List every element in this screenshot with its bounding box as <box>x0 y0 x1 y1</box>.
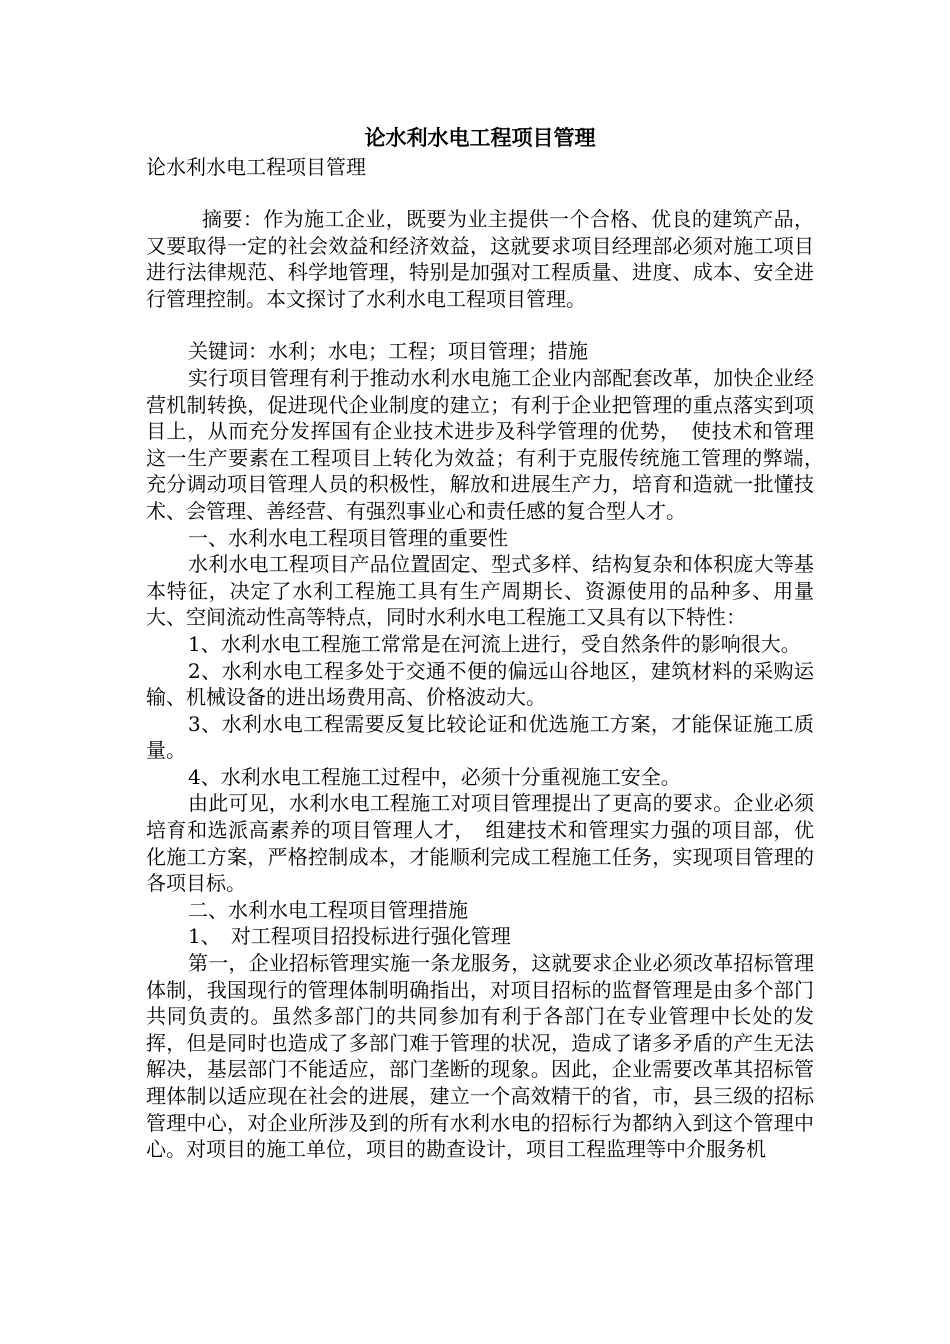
list-item: 2、水利水电工程多处于交通不便的偏远山谷地区，建筑材料的采购运输、机械设备的进出场费用高、价格波动大。 <box>146 658 814 710</box>
document-title: 论水利水电工程项目管理 <box>364 125 596 150</box>
section-heading: 一、水利水电工程项目管理的重要性 <box>188 525 508 550</box>
list-item: 4、水利水电工程施工过程中，必须十分重视施工安全。 <box>188 764 681 789</box>
body-paragraph: 水利水电工程项目产品位置固定、型式多样、结构复杂和体积庞大等基本特征，决定了水利工程施工具有生产周期长、资源使用的品种多、用量大、空间流动性高等特点，同时水利水电工程施工又具有以下特性： <box>146 552 814 630</box>
body-paragraph: 第一，企业招标管理实施一条龙服务，这就要求企业必须改革招标管理体制，我国现行的管理体制明确指出，对项目招标的监督管理是由多个部门共同负责的。虽然多部门的共同参加有利于各部门在专业管理中长处的发挥，但是同时也造成了多部门难于管理的状况，造成了诸多矛盾的产生无法解决，基层部门不能适应，部门垄断的现象。因此，企业需要改革其招标管理体制以适应现在社会的进展，建立一个高效精干的省，市，县三级的招标管理中心，对企业所涉及到的所有水利水电的招标行为都纳入到这个管理中心。对项目的施工单位，项目的勘查设计，项目工程监理等中介服务机 <box>146 951 814 1162</box>
body-paragraph: 由此可见，水利水电工程施工对项目管理提出了更高的要求。企业必须培育和选派高素养的项目管理人才， 组建技术和管理实力强的项目部，优化施工方案，严格控制成本，才能顺利完成工程施工任务，实现项目管理的各项目标。 <box>146 791 814 896</box>
section-heading: 二、水利水电工程项目管理措施 <box>188 897 468 922</box>
list-item: 3、水利水电工程需要反复比较论证和优选施工方案，才能保证施工质量。 <box>146 711 814 763</box>
body-paragraph: 实行项目管理有利于推动水利水电施工企业内部配套改革，加快企业经营机制转换，促进现代企业制度的建立；有利于企业把管理的重点落实到项目上，从而充分发挥国有企业技术进步及科学管理的优势， 使技术和管理这一生产要素在工程项目上转化为效益；有利于克服传统施工管理的弊端， 充分调动项目管理人员的积极性，解放和进展生产力，培育和造就一批懂技术、会管理、善经营、有强烈事业心和责任感的复合型人才。 <box>146 365 834 523</box>
list-item: 1、水利水电工程施工常常是在河流上进行，受自然条件的影响很大。 <box>188 631 801 656</box>
keywords-paragraph: 关键词：水利；水电；工程；项目管理；措施 <box>188 339 588 364</box>
subsection-heading: 1、 对工程项目招投标进行强化管理 <box>188 924 511 949</box>
document-subtitle: 论水利水电工程项目管理 <box>146 155 366 179</box>
blank-line <box>146 180 814 206</box>
abstract-paragraph: 摘要：作为施工企业，既要为业主提供一个合格、优良的建筑产品，又要取得一定的社会效益和经济效益，这就要求项目经理部必须对施工项目进行法律规范、科学地管理，特别是加强对工程质量、进度、成本、安全进行管理控制。本文探讨了水利水电工程项目管理。 <box>146 207 814 311</box>
document-body <box>146 122 834 1163</box>
blank-line <box>146 312 814 338</box>
